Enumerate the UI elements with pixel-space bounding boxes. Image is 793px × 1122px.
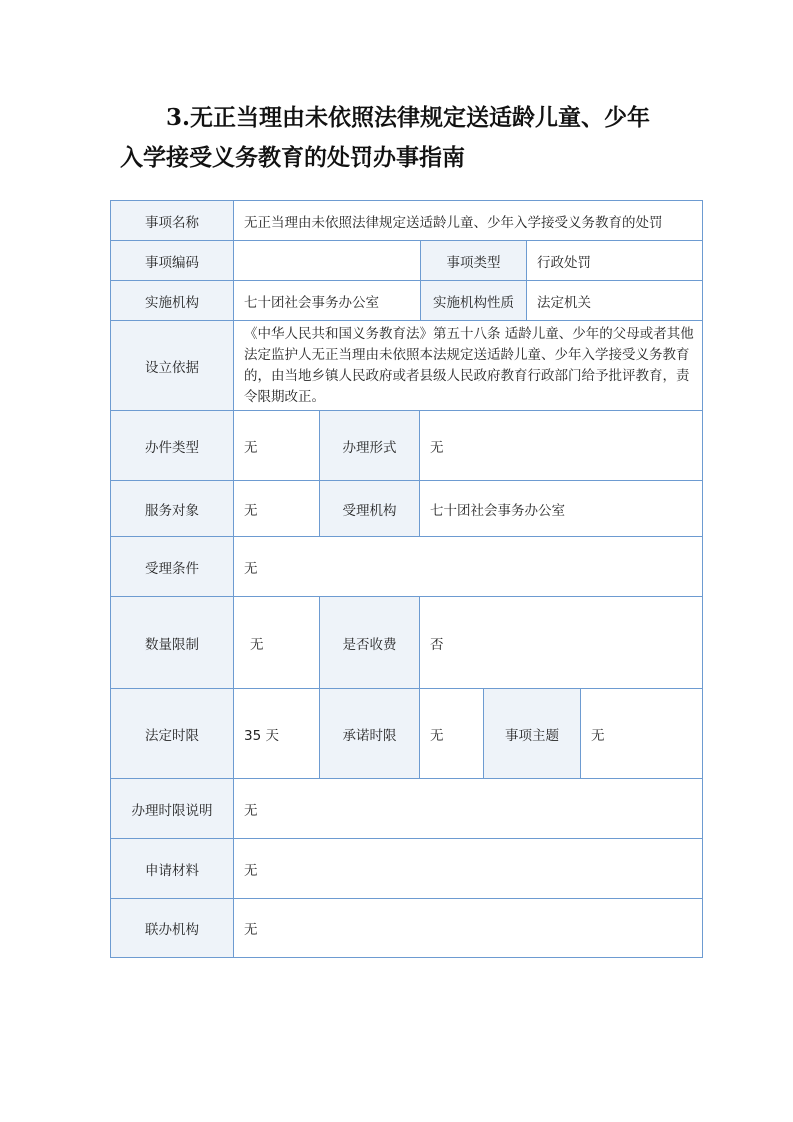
time-note-value: 无 [234,779,702,839]
agency-nature-value: 法定机关 [527,281,702,321]
item-name-value: 无正当理由未依照法律规定送适龄儿童、少年入学接受义务教育的处罚 [234,201,702,241]
materials-value: 无 [234,839,702,899]
joint-agency-value: 无 [234,899,702,957]
title-line-2: 入学接受义务教育的处罚办事指南 [120,144,465,171]
agency-nature-label: 实施机构性质 [421,281,527,321]
agency-value: 七十团社会事务办公室 [234,281,421,321]
fee-label: 是否收费 [320,597,420,689]
title-line-1: 3.无正当理由未依照法律规定送适龄儿童、少年 [166,104,651,131]
item-code-label: 事项编码 [111,241,234,281]
fee-value: 否 [420,597,702,689]
page-title [120,98,700,178]
conditions-value: 无 [234,537,702,597]
conditions-label: 受理条件 [111,537,234,597]
materials-label: 申请材料 [111,839,234,899]
service-object-value: 无 [234,481,320,537]
item-code-value [234,241,421,281]
quantity-label: 数量限制 [111,597,234,689]
service-object-label: 服务对象 [111,481,234,537]
quantity-value: 无 [234,597,320,689]
accept-agency-label: 受理机构 [320,481,420,537]
item-type-label: 事项类型 [421,241,527,281]
topic-label: 事项主题 [484,689,581,779]
handle-form-value: 无 [420,411,702,481]
basis-label: 设立依据 [111,321,234,411]
item-name-label: 事项名称 [111,201,234,241]
time-note-label: 办理时限说明 [111,779,234,839]
guide-table [110,200,703,958]
promise-time-label: 承诺时限 [320,689,420,779]
legal-time-label: 法定时限 [111,689,234,779]
case-type-label: 办件类型 [111,411,234,481]
agency-label: 实施机构 [111,281,234,321]
item-type-value: 行政处罚 [527,241,702,281]
topic-value: 无 [581,689,702,779]
handle-form-label: 办理形式 [320,411,420,481]
accept-agency-value: 七十团社会事务办公室 [420,481,702,537]
basis-value: 《中华人民共和国义务教育法》第五十八条 适龄儿童、少年的父母或者其他法定监护人无正当理由未依照本法规定送适龄儿童、少年入学接受义务教育的，由当地乡镇人民政府或者县级人民政府教育行政部门给予批评教育，责令限期改正。 [234,321,702,411]
promise-time-value: 无 [420,689,484,779]
case-type-value: 无 [234,411,320,481]
legal-time-value: 35 天 [234,689,320,779]
joint-agency-label: 联办机构 [111,899,234,957]
